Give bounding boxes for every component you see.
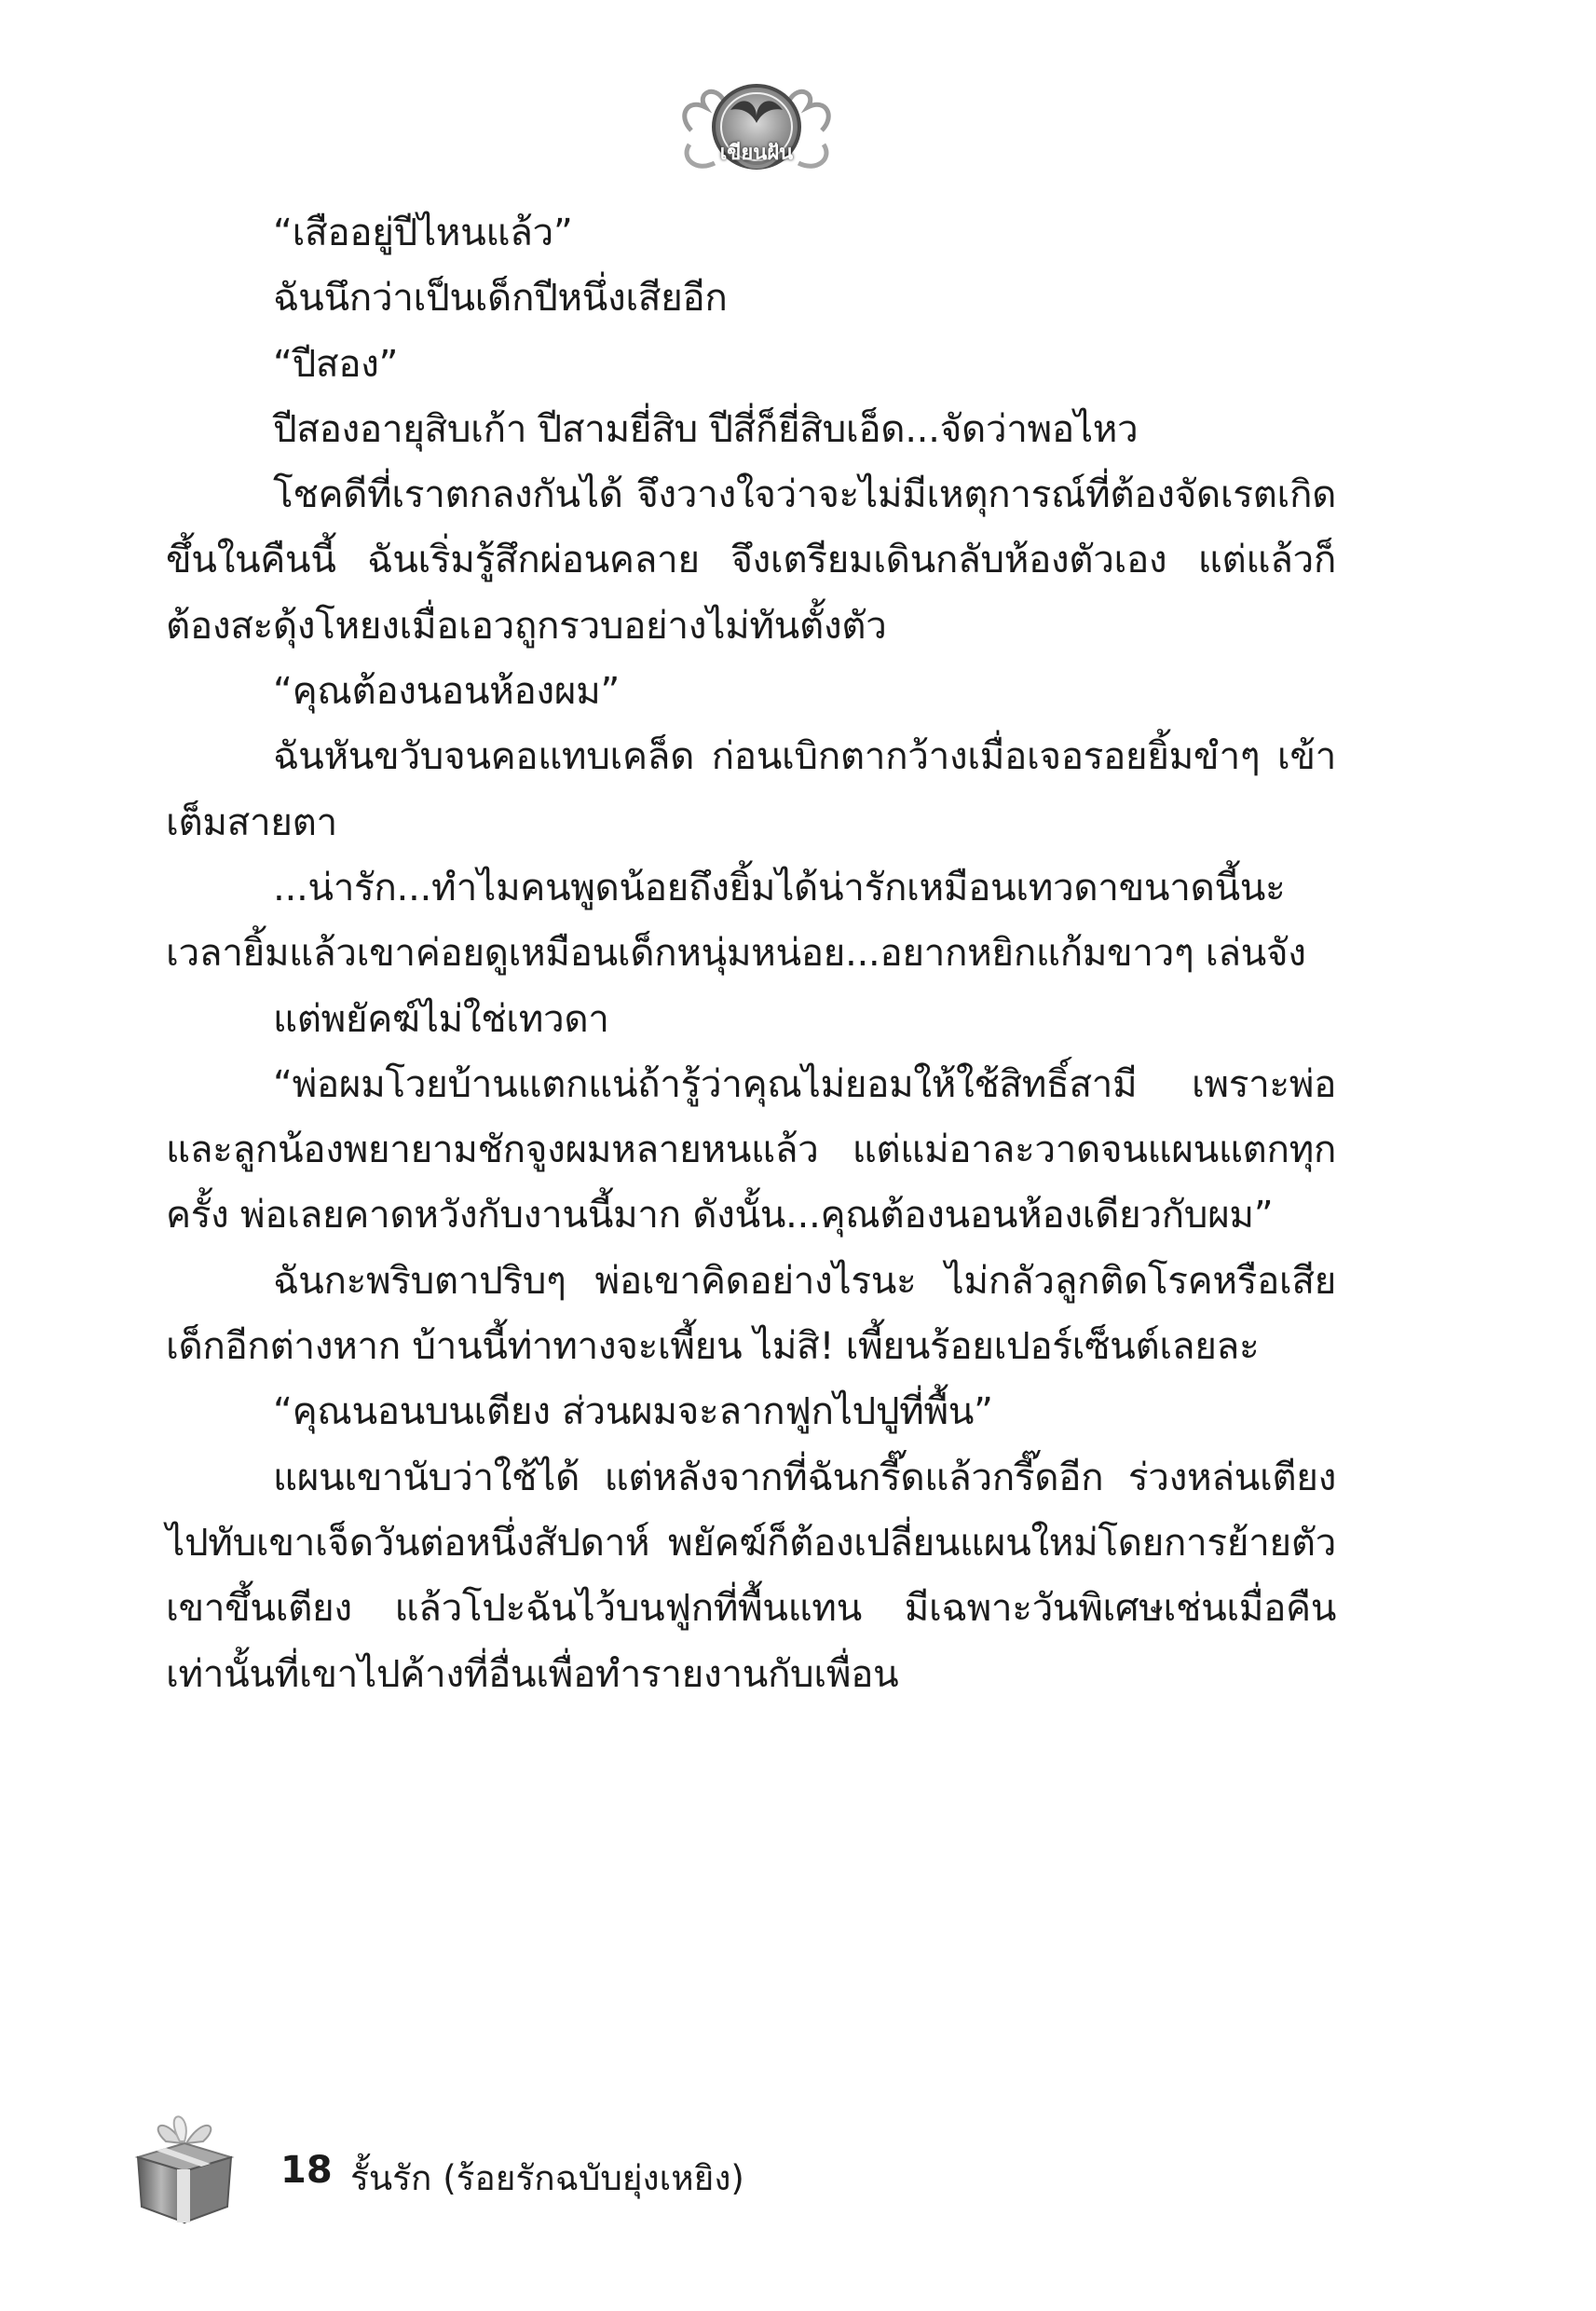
paragraph: “เสืออยู่ปีไหนแล้ว” <box>273 210 573 254</box>
publisher-logo <box>673 65 840 186</box>
gift-box-icon <box>129 2106 240 2227</box>
page-body <box>166 199 1336 1706</box>
paragraph: “คุณนอนบนเตียง ส่วนผมจะลากฟูกไปปูที่พื้น” <box>273 1388 993 1434</box>
page-number: 18 <box>280 2149 333 2192</box>
page-footer <box>129 2106 967 2227</box>
paragraph: “คุณต้องนอนห้องผม” <box>273 668 620 714</box>
paragraph: “พ่อผมโวยบ้านแตกแน่ถ้ารู้ว่าคุณไม่ยอมให้ใช้สิทธิ์สามี เพราะพ่อและลูกน้องพยายามชักจูงผมหลายหนแล้ว แต่แม่อาละวาดจนแผนแตกทุกครั้ง พ่อเลยคาดหวังกับงานนี้มาก ดังนั้น...คุณต้องนอนห้องเดียวกับผม” <box>166 1060 1336 1238</box>
paragraph: ฉันนึกว่าเป็นเด็กปีหนึ่งเสียอีก <box>273 275 728 321</box>
paragraph: ฉันหันขวับจนคอแทบเคล็ด ก่อนเบิกตากว้างเมื่อเจอรอยยิ้มขำๆ เข้าเต็มสายตา <box>166 733 1336 844</box>
paragraph: แผนเขานับว่าใช้ได้ แต่หลังจากที่ฉันกรี๊ดแล้วกรี๊ดอีก ร่วงหล่นเตียงไปทับเขาเจ็ดวันต่อหนึ่งสัปดาห์ พยัคฆ์ก็ต้องเปลี่ยนแผนใหม่โดยการย้ายตัวเขาขึ้นเตียง แล้วโปะฉันไว้บนฟูกที่พื้นแทน มีเฉพาะวันพิเศษเช่นเมื่อคืนเท่านั้นที่เขาไปค้างที่อื่นเพื่อทำรายงานกับเพื่อน <box>166 1454 1336 1696</box>
book-title: รั้นรัก (ร้อยรักฉบับยุ่งเหยิง) <box>350 2158 744 2198</box>
paragraph: “ปีสอง” <box>273 340 399 386</box>
logo-text: เขียนฝัน <box>719 141 794 165</box>
paragraph: ฉันกะพริบตาปริบๆ พ่อเขาคิดอย่างไรนะ ไม่กลัวลูกติดโรคหรือเสียเด็กอีกต่างหาก บ้านนี้ท่าทางจะเพี้ยน ไม่สิ! เพี้ยนร้อยเปอร์เซ็นต์เลยละ <box>166 1257 1336 1369</box>
paragraph: แต่พยัคฆ์ไม่ใช่เทวดา <box>273 995 609 1041</box>
paragraph: ...น่ารัก...ทำไมคนพูดน้อยถึงยิ้มได้น่ารักเหมือนเทวดาขนาดนี้นะ เวลายิ้มแล้วเขาค่อยดูเหมือนเด็กหนุ่มหน่อย...อยากหยิกแก้มขาวๆ เล่นจัง <box>166 864 1306 976</box>
paragraph: โชคดีที่เราตกลงกันได้ จึงวางใจว่าจะไม่มีเหตุการณ์ที่ต้องจัดเรตเกิดขึ้นในคืนนี้ ฉันเริ่มรู้สึกผ่อนคลาย จึงเตรียมเดินกลับห้องตัวเอง แต่แล้วก็ต้องสะดุ้งโหยงเมื่อเอวถูกรวบอย่างไม่ทันตั้งตัว <box>166 472 1336 648</box>
paragraph: ปีสองอายุสิบเก้า ปีสามยี่สิบ ปีสี่ก็ยี่สิบเอ็ด...จัดว่าพอไหว <box>273 405 1139 451</box>
